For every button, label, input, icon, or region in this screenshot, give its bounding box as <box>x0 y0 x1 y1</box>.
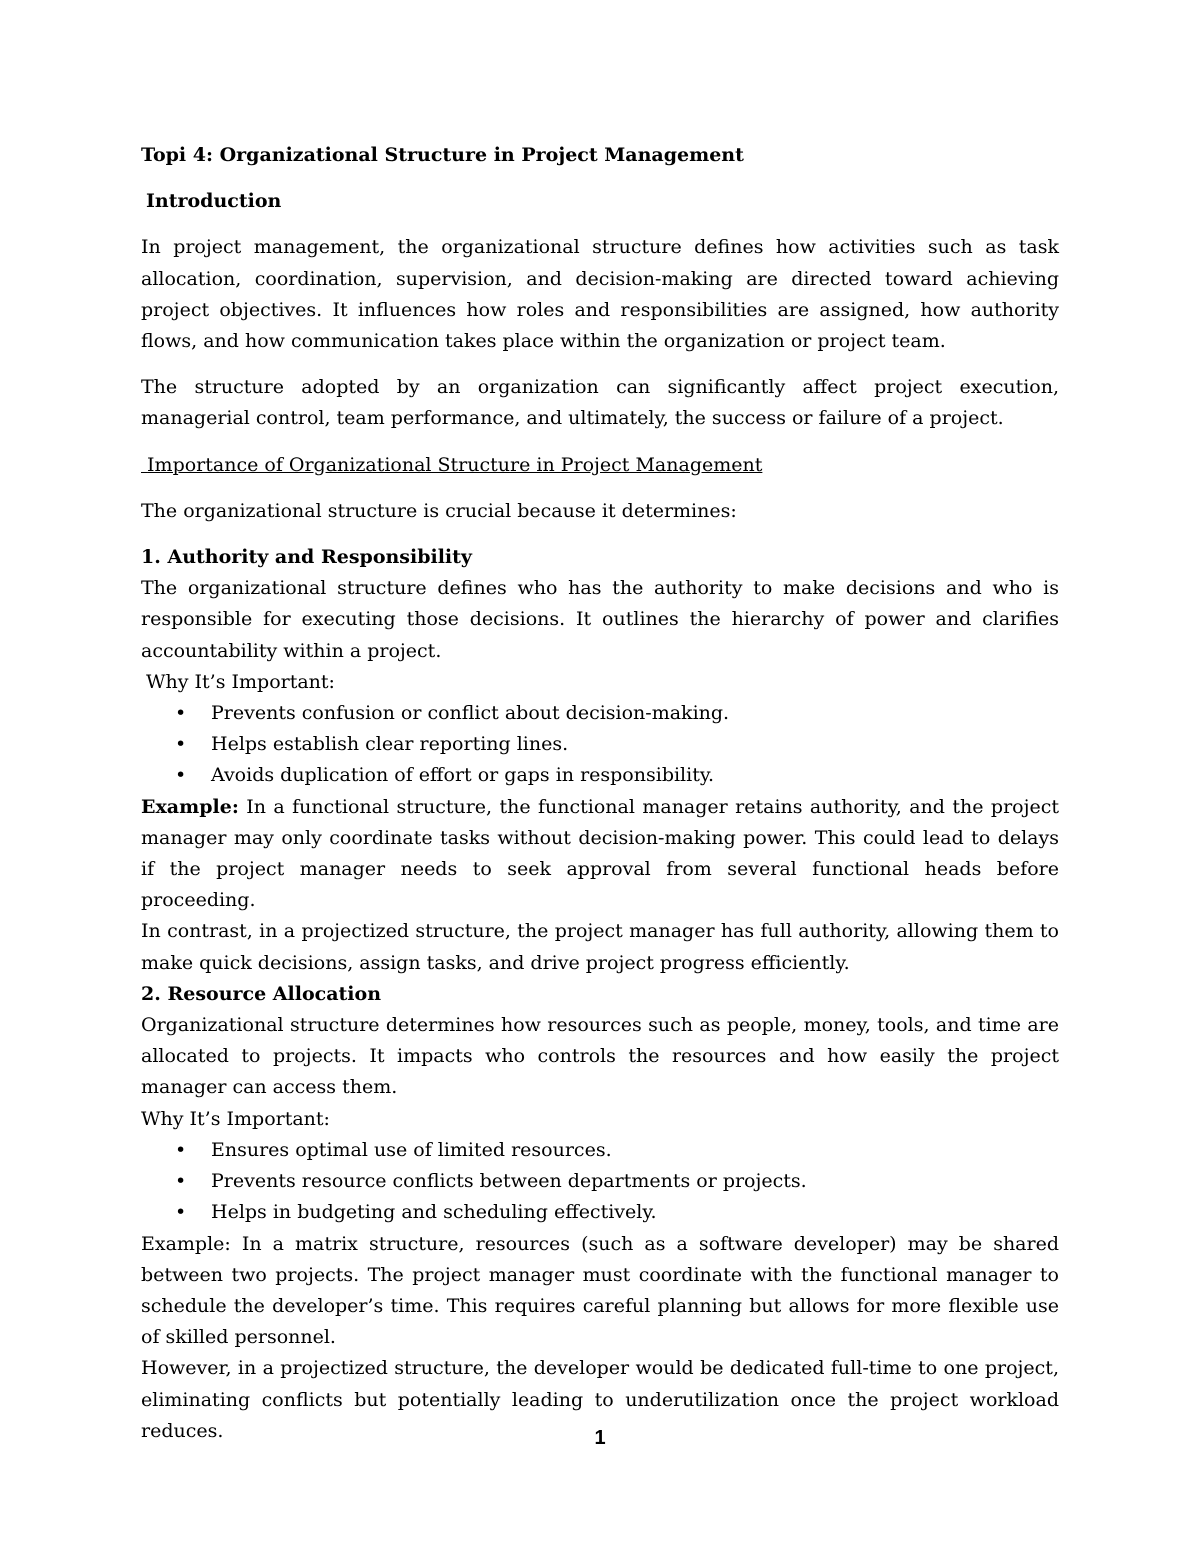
bullet-list-resource <box>141 1135 1059 1229</box>
importance-heading <box>141 450 1059 481</box>
example-text: In a matrix structure, resources (such as a software developer) may be shared between two projects. The project manager must coordinate with the functional manager to schedule the developer’s time. This requires careful planning but allows for more flexible use of skilled personnel. <box>141 1232 1059 1349</box>
list-item: • Avoids duplication of effort or gaps in responsibility. <box>211 760 1059 791</box>
list-item: • Ensures optimal use of limited resources. <box>211 1135 1059 1166</box>
list-item: • Helps establish clear reporting lines. <box>211 729 1059 760</box>
page-number: 1 <box>594 1427 606 1449</box>
bullet-list-authority <box>141 698 1059 792</box>
example-text: In a functional structure, the functional manager retains authority, and the project manager may only coordinate tasks without decision-making power. This could lead to delays if the project manager needs to seek approval from several functional heads before proceeding. <box>141 795 1059 912</box>
list-item: • Helps in budgeting and scheduling effectively. <box>211 1197 1059 1228</box>
why-important-label: Why It’s Important: <box>141 1107 330 1130</box>
intro-paragraph-1: In project management, the organizational structure defines how activities such as task allocation, coordination, supervision, and decision-making are directed toward achieving project objectives. It influences how roles and responsibilities are assigned, how authority flows, and how communication takes place within the organization or project team. <box>141 236 1059 353</box>
importance-lead: The organizational structure is crucial because it determines: <box>141 499 737 522</box>
section-body-resource: Organizational structure determines how resources such as people, money, tools, and time are allocated to projects. It impacts who controls the resources and how easily the project manager can access them. <box>141 1014 1059 1099</box>
section-heading-resource: 2. Resource Allocation <box>141 982 382 1005</box>
example-authority <box>141 792 1059 917</box>
list-item: • Prevents resource conflicts between departments or projects. <box>211 1166 1059 1197</box>
why-important-label: Why It’s Important: <box>146 670 335 693</box>
contrast-authority: In contrast, in a projectized structure, the project manager has full authority, allowing them to make quick decisions, assign tasks, and drive project progress efficiently. <box>141 920 1059 974</box>
importance-heading-text: Importance of Organizational Structure in Project Management <box>147 453 763 476</box>
example-label: Example: <box>141 795 239 818</box>
intro-heading: Introduction <box>146 190 282 213</box>
document-title: Topi 4: Organizational Structure in Project Management <box>141 144 744 166</box>
list-item: • Prevents confusion or conflict about decision-making. <box>211 698 1059 729</box>
intro-paragraph-2: The structure adopted by an organization can significantly affect project execution, managerial control, team performance, and ultimately, the success or failure of a project. <box>141 376 1059 430</box>
document-page <box>141 140 1059 1447</box>
example-label: Example: <box>141 1232 231 1255</box>
section-heading-authority: 1. Authority and Responsibility <box>141 546 472 569</box>
section-body-authority: The organizational structure defines who has the authority to make decisions and who is responsible for executing those decisions. It outlines the hierarchy of power and clarifies accountability within a project. <box>141 577 1059 662</box>
contrast-resource: However, in a projectized structure, the developer would be dedicated full-time to one project, eliminating conflicts but potentially leading to underutilization once the project workload reduces. <box>141 1357 1059 1442</box>
example-resource <box>141 1229 1059 1354</box>
